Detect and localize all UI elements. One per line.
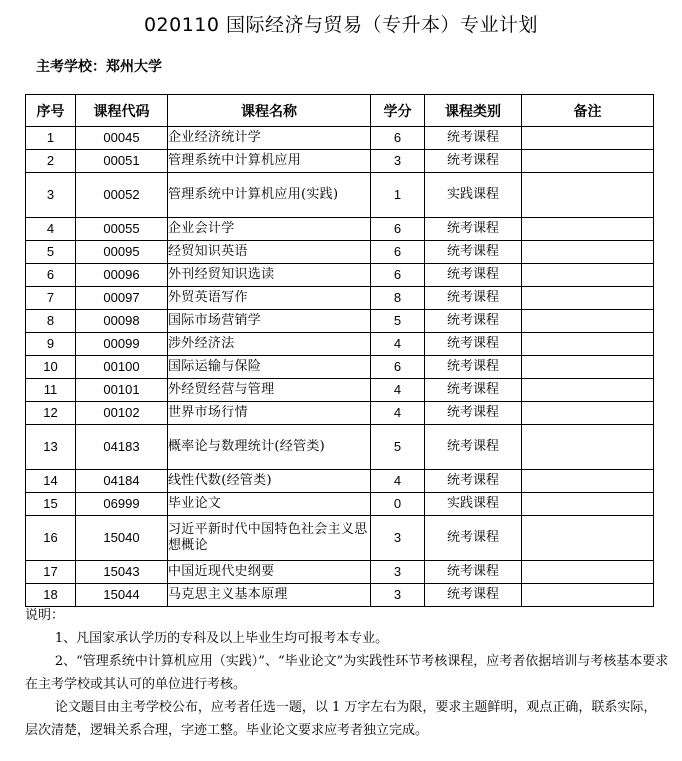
row-number: 14	[26, 470, 76, 493]
course-remark	[522, 241, 654, 264]
course-type: 统考课程	[425, 561, 522, 584]
course-code: 00101	[76, 379, 168, 402]
course-code: 00100	[76, 356, 168, 379]
header-remark: 备注	[522, 95, 654, 127]
row-number: 16	[26, 516, 76, 561]
course-name: 涉外经济法	[168, 333, 371, 356]
course-type: 统考课程	[425, 425, 522, 470]
header-code: 课程代码	[76, 95, 168, 127]
course-remark	[522, 127, 654, 150]
course-name: 概率论与数理统计(经管类)	[168, 425, 371, 470]
course-type: 统考课程	[425, 356, 522, 379]
course-code: 00095	[76, 241, 168, 264]
course-name: 马克思主义基本原理	[168, 584, 371, 607]
course-remark	[522, 218, 654, 241]
course-type: 统考课程	[425, 150, 522, 173]
table-row	[26, 493, 654, 516]
course-type: 统考课程	[425, 127, 522, 150]
course-type: 统考课程	[425, 310, 522, 333]
course-type: 统考课程	[425, 241, 522, 264]
notes-heading: 说明：	[25, 608, 65, 623]
course-credit: 3	[371, 516, 425, 561]
course-type: 统考课程	[425, 584, 522, 607]
table-row	[26, 402, 654, 425]
notes-section	[25, 604, 669, 742]
course-remark	[522, 379, 654, 402]
course-remark	[522, 264, 654, 287]
table-row	[26, 287, 654, 310]
course-credit: 4	[371, 333, 425, 356]
table-row	[26, 379, 654, 402]
course-remark	[522, 561, 654, 584]
row-number: 2	[26, 150, 76, 173]
table-row	[26, 241, 654, 264]
course-name: 经贸知识英语	[168, 241, 371, 264]
row-number: 13	[26, 425, 76, 470]
course-type: 统考课程	[425, 287, 522, 310]
row-number: 7	[26, 287, 76, 310]
table-row	[26, 264, 654, 287]
course-code: 15044	[76, 584, 168, 607]
course-name: 企业会计学	[168, 218, 371, 241]
course-code: 00097	[76, 287, 168, 310]
course-remark	[522, 173, 654, 218]
course-remark	[522, 150, 654, 173]
table-body	[26, 127, 654, 607]
course-type: 实践课程	[425, 493, 522, 516]
table-row	[26, 333, 654, 356]
course-credit: 6	[371, 241, 425, 264]
course-remark	[522, 493, 654, 516]
table-row	[26, 425, 654, 470]
row-number: 1	[26, 127, 76, 150]
course-type: 统考课程	[425, 333, 522, 356]
course-credit: 6	[371, 127, 425, 150]
table-row	[26, 150, 654, 173]
course-code: 00055	[76, 218, 168, 241]
table-row	[26, 356, 654, 379]
course-remark	[522, 287, 654, 310]
course-remark	[522, 356, 654, 379]
course-name: 外刊经贸知识选读	[168, 264, 371, 287]
course-code: 00051	[76, 150, 168, 173]
course-code: 04184	[76, 470, 168, 493]
page-title: 020110 国际经济与贸易（专升本）专业计划	[143, 14, 539, 36]
course-code: 15043	[76, 561, 168, 584]
course-name: 国际市场营销学	[168, 310, 371, 333]
course-credit: 6	[371, 264, 425, 287]
course-credit: 4	[371, 402, 425, 425]
table-row	[26, 127, 654, 150]
course-type: 统考课程	[425, 470, 522, 493]
course-name: 国际运输与保险	[168, 356, 371, 379]
course-remark	[522, 516, 654, 561]
course-credit: 6	[371, 356, 425, 379]
course-credit: 3	[371, 150, 425, 173]
course-credit: 5	[371, 425, 425, 470]
header-credit: 学分	[371, 95, 425, 127]
course-code: 00052	[76, 173, 168, 218]
course-code: 06999	[76, 493, 168, 516]
course-credit: 4	[371, 470, 425, 493]
course-type: 统考课程	[425, 264, 522, 287]
course-name: 中国近现代史纲要	[168, 561, 371, 584]
course-credit: 8	[371, 287, 425, 310]
course-remark	[522, 333, 654, 356]
row-number: 3	[26, 173, 76, 218]
course-type: 统考课程	[425, 516, 522, 561]
note-item-3: 论文题目由主考学校公布，应考者任选一题，以 1 万字左右为限，要求主题鲜明，观点正确，联系实际，层次清楚，逻辑关系合理，字迹工整。毕业论文要求应考者独立完成。	[25, 700, 657, 738]
course-name: 毕业论文	[168, 493, 371, 516]
table-row	[26, 310, 654, 333]
table-row	[26, 516, 654, 561]
course-name: 习近平新时代中国特色社会主义思想概论	[168, 516, 371, 561]
table-row	[26, 173, 654, 218]
row-number: 9	[26, 333, 76, 356]
course-credit: 3	[371, 561, 425, 584]
course-remark	[522, 425, 654, 470]
course-credit: 1	[371, 173, 425, 218]
row-number: 15	[26, 493, 76, 516]
course-code: 00102	[76, 402, 168, 425]
course-type: 实践课程	[425, 173, 522, 218]
course-code: 15040	[76, 516, 168, 561]
row-number: 5	[26, 241, 76, 264]
course-credit: 5	[371, 310, 425, 333]
row-number: 6	[26, 264, 76, 287]
row-number: 4	[26, 218, 76, 241]
course-credit: 0	[371, 493, 425, 516]
course-credit: 6	[371, 218, 425, 241]
course-name: 管理系统中计算机应用	[168, 150, 371, 173]
row-number: 8	[26, 310, 76, 333]
row-number: 11	[26, 379, 76, 402]
course-code: 00045	[76, 127, 168, 150]
note-item-1: 1、凡国家承认学历的专科及以上毕业生均可报考本专业。	[54, 631, 389, 646]
course-type: 统考课程	[425, 379, 522, 402]
row-number: 18	[26, 584, 76, 607]
host-school: 主考学校：郑州大学	[36, 59, 162, 75]
header-no: 序号	[26, 95, 76, 127]
course-remark	[522, 310, 654, 333]
course-plan-table	[25, 94, 654, 607]
course-name: 外经贸经营与管理	[168, 379, 371, 402]
table-row	[26, 561, 654, 584]
course-name: 线性代数(经管类)	[168, 470, 371, 493]
table-row	[26, 218, 654, 241]
row-number: 12	[26, 402, 76, 425]
course-credit: 3	[371, 584, 425, 607]
course-remark	[522, 470, 654, 493]
course-credit: 4	[371, 379, 425, 402]
course-name: 企业经济统计学	[168, 127, 371, 150]
header-type: 课程类别	[425, 95, 522, 127]
note-item-2: 2、“管理系统中计算机应用（实践）”、“毕业论文”为实践性环节考核课程，应考者依据培训与考核基本要求在主考学校或其认可的单位进行考核。	[25, 654, 669, 692]
row-number: 17	[26, 561, 76, 584]
course-type: 统考课程	[425, 218, 522, 241]
course-code: 00096	[76, 264, 168, 287]
course-name: 管理系统中计算机应用(实践)	[168, 173, 371, 218]
course-code: 00098	[76, 310, 168, 333]
course-name: 世界市场行情	[168, 402, 371, 425]
table-header-row	[26, 95, 654, 127]
course-type: 统考课程	[425, 402, 522, 425]
course-code: 00099	[76, 333, 168, 356]
course-name: 外贸英语写作	[168, 287, 371, 310]
row-number: 10	[26, 356, 76, 379]
course-code: 04183	[76, 425, 168, 470]
course-remark	[522, 402, 654, 425]
header-name: 课程名称	[168, 95, 371, 127]
table-row	[26, 470, 654, 493]
